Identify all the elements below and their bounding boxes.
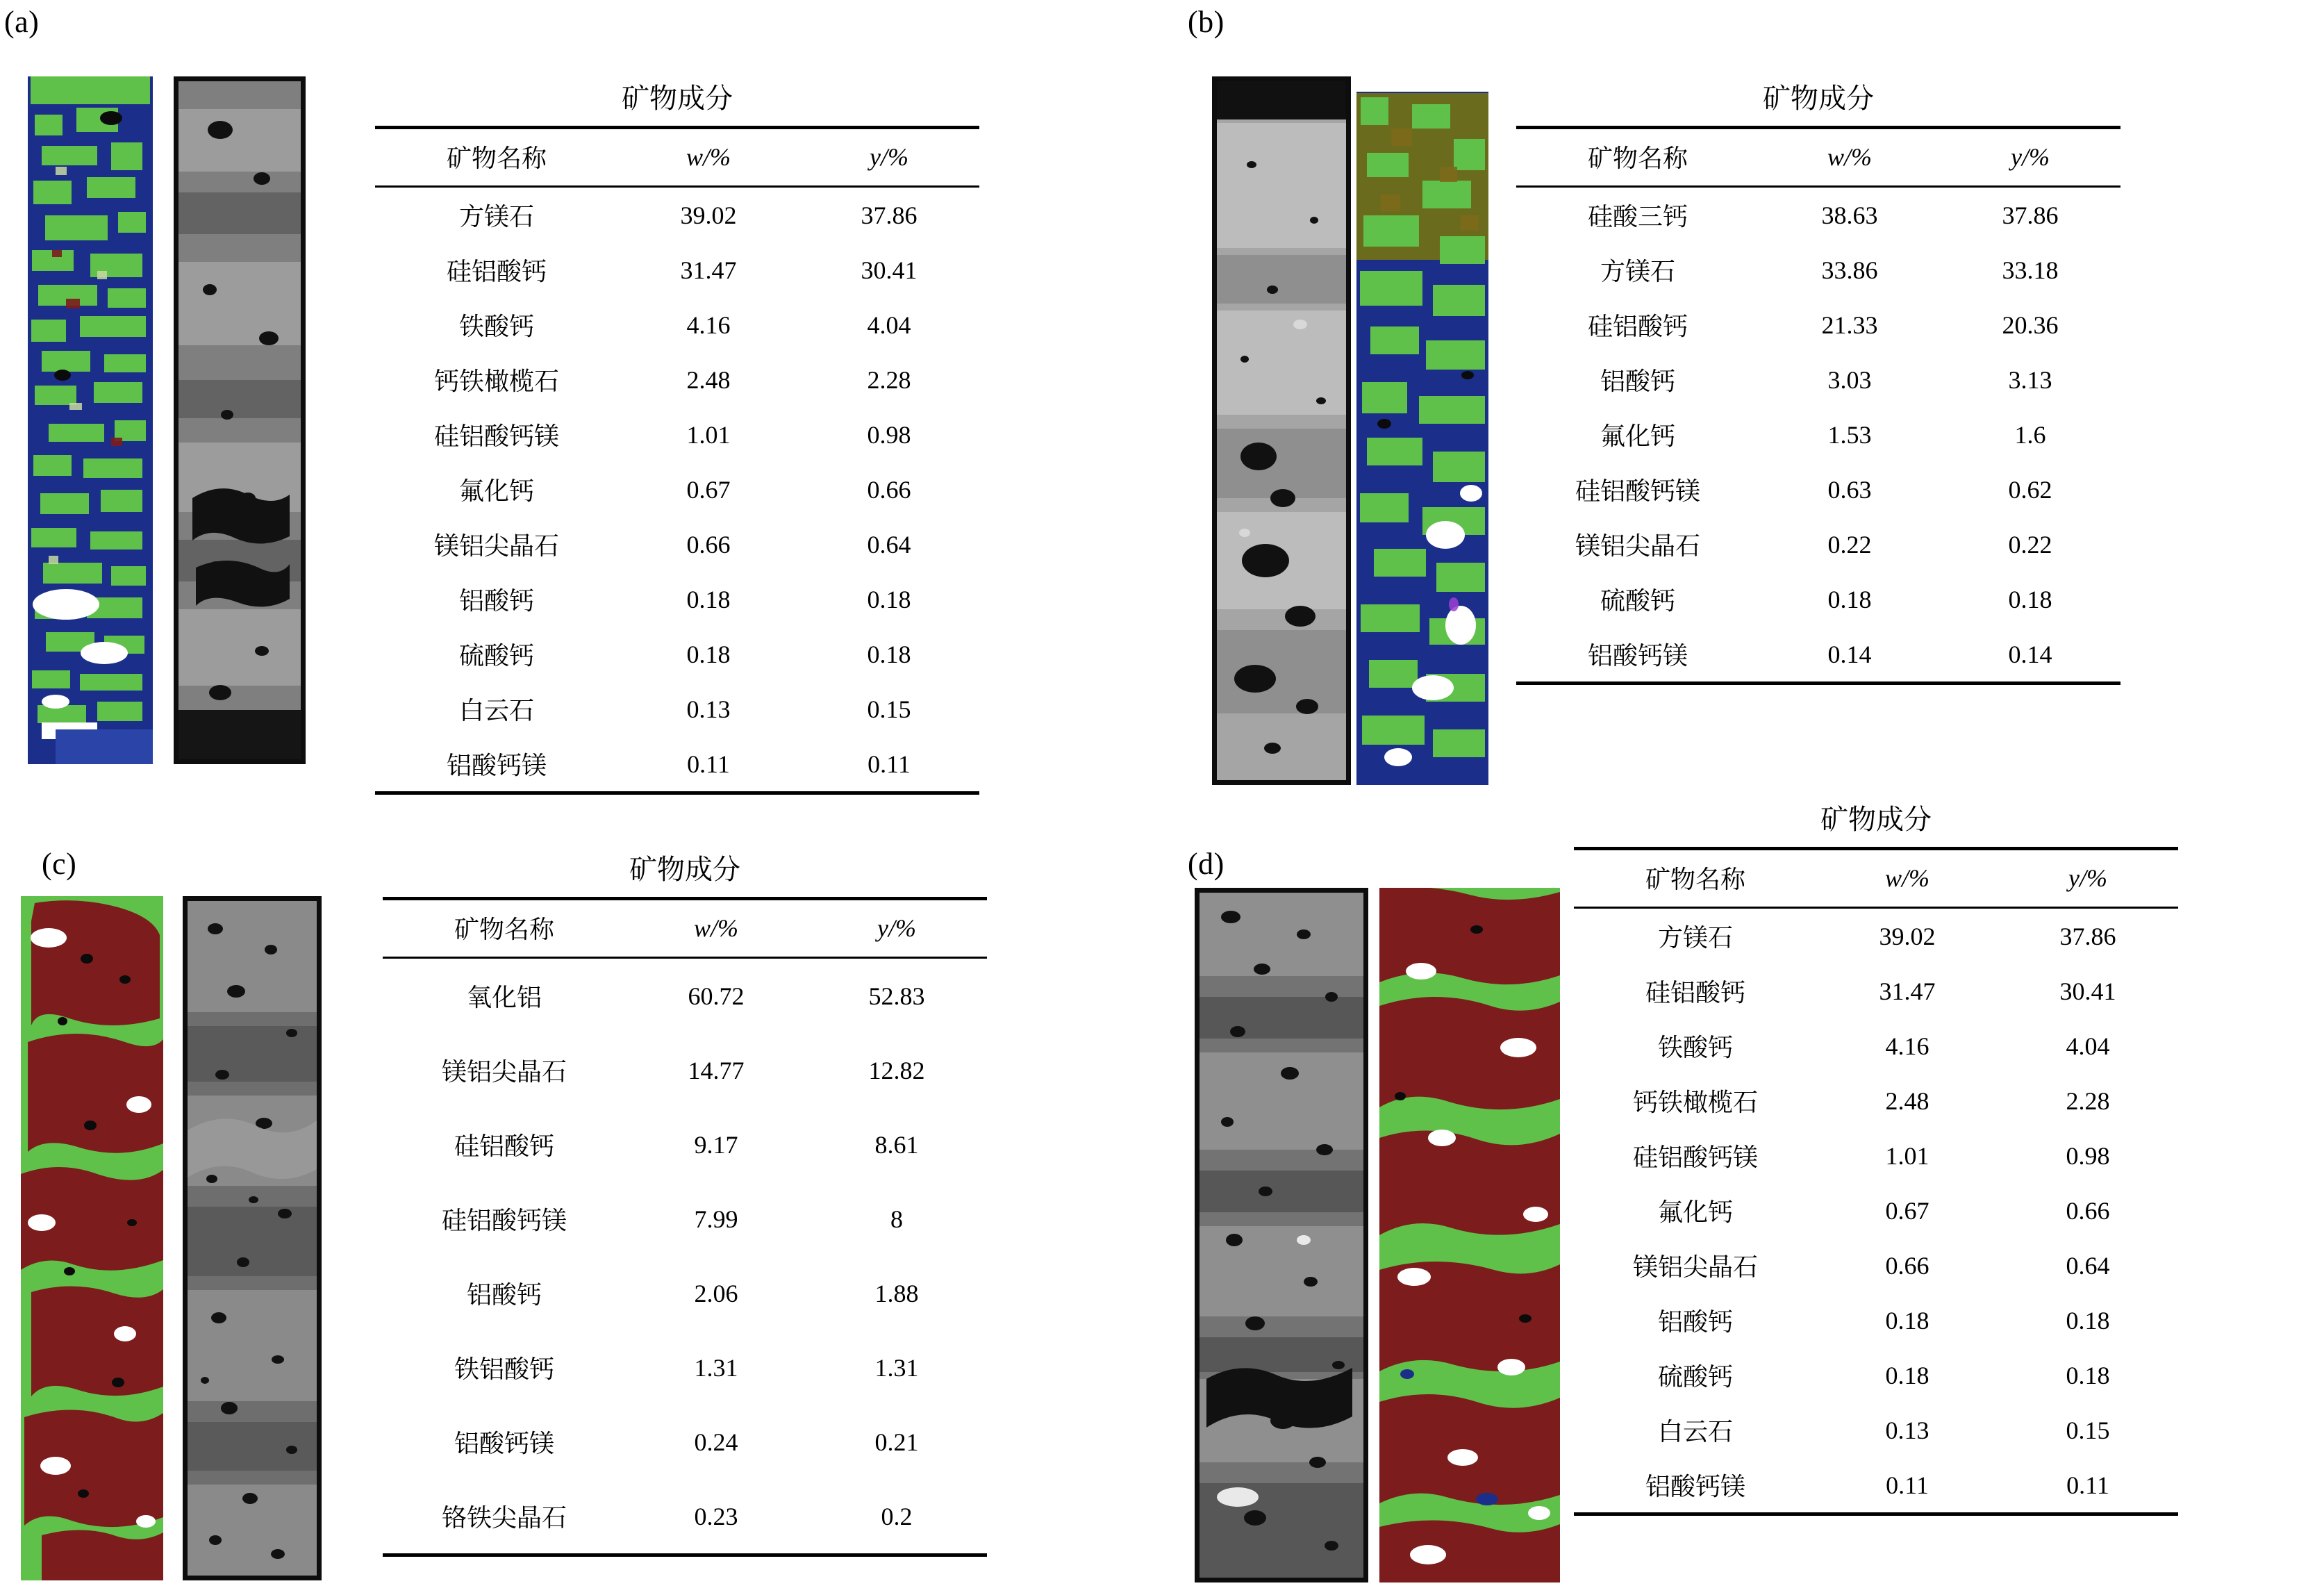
cell-y: 2.28 bbox=[867, 365, 911, 394]
cell-name: 铝酸钙镁 bbox=[454, 1430, 554, 1457]
panel-a-bse-image bbox=[174, 76, 306, 764]
cell-name: 钙铁橄榄石 bbox=[1632, 1089, 1758, 1116]
table-row bbox=[383, 1330, 987, 1405]
cell-y: 0.66 bbox=[867, 475, 911, 504]
col-header-y: y/% bbox=[806, 899, 987, 958]
cell-y: 0.64 bbox=[2066, 1251, 2110, 1280]
cell-name: 铁酸钙 bbox=[1657, 1034, 1733, 1061]
cell-y: 0.14 bbox=[1940, 627, 2120, 684]
table-row bbox=[1516, 572, 2120, 627]
col-header-name: 矿物名称 bbox=[383, 899, 626, 958]
cell-name: 硅铝酸钙 bbox=[1587, 313, 1688, 340]
cell-w: 0.63 bbox=[1827, 475, 1872, 504]
table-header-row bbox=[1574, 849, 2178, 908]
cell-w: 0.22 bbox=[1827, 530, 1872, 559]
cell-w: 60.72 bbox=[688, 982, 745, 1010]
cell-y: 12.82 bbox=[868, 1056, 925, 1084]
table-row bbox=[1516, 462, 2120, 517]
cell-name: 方镁石 bbox=[1600, 258, 1675, 286]
cell-y: 20.36 bbox=[2002, 311, 2059, 339]
panel-c-table bbox=[383, 897, 987, 1557]
cell-name: 铝酸钙 bbox=[466, 1281, 542, 1309]
cell-name: 铝酸钙 bbox=[1657, 1308, 1733, 1336]
panel-a-table bbox=[375, 126, 979, 795]
phase-map-svg-a bbox=[28, 76, 153, 764]
table-row bbox=[1574, 964, 2178, 1018]
cell-name: 硫酸钙 bbox=[1600, 587, 1675, 615]
table-row bbox=[375, 297, 979, 352]
cell-name: 钙铁橄榄石 bbox=[433, 367, 559, 395]
cell-y: 8.61 bbox=[874, 1130, 919, 1159]
cell-y: 30.41 bbox=[2059, 977, 2116, 1005]
table-row bbox=[1516, 407, 2120, 462]
panel-label-b: (b) bbox=[1188, 5, 1225, 39]
cell-w: 2.06 bbox=[694, 1279, 738, 1307]
cell-name: 铝酸钙 bbox=[458, 587, 534, 615]
cell-y: 0.18 bbox=[2066, 1306, 2110, 1334]
panel-a bbox=[28, 76, 979, 795]
cell-w: 0.18 bbox=[1885, 1361, 1929, 1389]
col-header-y: y/% bbox=[1998, 849, 2178, 908]
cell-w: 0.18 bbox=[1827, 585, 1872, 613]
table-row bbox=[375, 517, 979, 572]
table-row bbox=[375, 736, 979, 793]
table-row bbox=[1574, 1018, 2178, 1073]
cell-y: 1.31 bbox=[874, 1353, 919, 1382]
panel-d-table-wrap bbox=[1574, 804, 2178, 1516]
cell-w: 0.24 bbox=[694, 1428, 738, 1456]
cell-y: 0.98 bbox=[867, 420, 911, 449]
panel-c-phase-map bbox=[21, 896, 163, 1580]
panel-d-phase-map bbox=[1379, 888, 1560, 1582]
panel-b bbox=[1212, 76, 2120, 785]
cell-name: 铬铁尖晶石 bbox=[383, 1479, 626, 1555]
cell-name: 铝酸钙镁 bbox=[1516, 627, 1759, 684]
panel-b-table-wrap bbox=[1516, 76, 2120, 685]
table-header-row bbox=[375, 128, 979, 187]
cell-name: 铁铝酸钙 bbox=[454, 1355, 554, 1383]
cell-w: 0.11 bbox=[1817, 1457, 1998, 1514]
col-header-name: 矿物名称 bbox=[1574, 849, 1817, 908]
cell-y: 37.86 bbox=[2059, 922, 2116, 950]
col-header-name: 矿物名称 bbox=[375, 128, 618, 187]
cell-w: 0.13 bbox=[686, 695, 731, 723]
col-header-w: w/% bbox=[1759, 128, 1940, 187]
bse-svg-d bbox=[1200, 893, 1363, 1578]
cell-w: 39.02 bbox=[680, 201, 737, 229]
table-row bbox=[1516, 352, 2120, 407]
cell-w: 1.31 bbox=[694, 1353, 738, 1382]
table-row bbox=[375, 627, 979, 681]
col-header-name: 矿物名称 bbox=[1516, 128, 1759, 187]
table-row bbox=[1574, 1073, 2178, 1128]
cell-name: 氟化钙 bbox=[1657, 1198, 1733, 1226]
cell-y: 0.15 bbox=[867, 695, 911, 723]
panel-d-table bbox=[1574, 847, 2178, 1516]
table-row bbox=[375, 187, 979, 243]
panel-label-c: (c) bbox=[42, 847, 77, 881]
panel-d bbox=[1195, 804, 2178, 1582]
cell-w: 1.01 bbox=[1885, 1141, 1929, 1170]
cell-w: 14.77 bbox=[688, 1056, 745, 1084]
table-row bbox=[383, 1033, 987, 1107]
table-row bbox=[383, 958, 987, 1034]
table-row bbox=[1574, 1457, 2178, 1514]
cell-y: 0.11 bbox=[799, 736, 979, 793]
cell-w: 0.11 bbox=[618, 736, 799, 793]
panel-c-table-wrap bbox=[383, 854, 987, 1557]
cell-y: 4.04 bbox=[867, 311, 911, 339]
table-row bbox=[1574, 1293, 2178, 1348]
cell-name: 铝酸钙 bbox=[1600, 367, 1675, 395]
cell-name: 白云石 bbox=[458, 697, 534, 725]
table-row bbox=[375, 242, 979, 297]
cell-y: 0.2 bbox=[806, 1479, 987, 1555]
cell-w: 3.03 bbox=[1827, 365, 1872, 394]
cell-name: 硫酸钙 bbox=[458, 642, 534, 670]
cell-name: 镁铝尖晶石 bbox=[433, 532, 559, 560]
table-row bbox=[375, 681, 979, 736]
cell-y: 0.18 bbox=[2008, 585, 2052, 613]
cell-w: 0.66 bbox=[1885, 1251, 1929, 1280]
table-row bbox=[1574, 1238, 2178, 1293]
col-header-w: w/% bbox=[626, 899, 806, 958]
cell-name: 硅铝酸钙 bbox=[1645, 979, 1745, 1007]
panel-b-table-title: 矿物成分 bbox=[1763, 83, 1874, 114]
cell-y: 0.98 bbox=[2066, 1141, 2110, 1170]
cell-w: 7.99 bbox=[694, 1205, 738, 1233]
table-header-row bbox=[1516, 128, 2120, 187]
cell-w: 9.17 bbox=[694, 1130, 738, 1159]
panel-d-bse-image bbox=[1195, 888, 1368, 1582]
cell-y: 3.13 bbox=[2008, 365, 2052, 394]
cell-y: 0.18 bbox=[867, 640, 911, 668]
table-row bbox=[375, 572, 979, 627]
cell-w: 4.16 bbox=[1885, 1032, 1929, 1060]
cell-name: 铝酸钙镁 bbox=[375, 736, 618, 793]
table-row bbox=[375, 462, 979, 517]
bse-svg-a bbox=[179, 81, 301, 759]
cell-w: 31.47 bbox=[680, 256, 737, 284]
cell-w: 0.67 bbox=[686, 475, 731, 504]
panel-label-d: (d) bbox=[1188, 847, 1225, 881]
table-row bbox=[1574, 1348, 2178, 1403]
cell-y: 33.18 bbox=[2002, 256, 2059, 284]
cell-name: 白云石 bbox=[1657, 1418, 1733, 1446]
table-row bbox=[383, 1256, 987, 1330]
table-row bbox=[1516, 297, 2120, 352]
cell-w: 1.53 bbox=[1827, 420, 1872, 449]
cell-y: 37.86 bbox=[2002, 201, 2059, 229]
cell-name: 氟化钙 bbox=[1600, 422, 1675, 450]
cell-name: 硅铝酸钙镁 bbox=[441, 1207, 567, 1234]
cell-y: 1.6 bbox=[2014, 420, 2046, 449]
col-header-w: w/% bbox=[1817, 849, 1998, 908]
cell-w: 33.86 bbox=[1821, 256, 1878, 284]
cell-w: 0.66 bbox=[686, 530, 731, 559]
table-header-row bbox=[383, 899, 987, 958]
cell-name: 硅酸三钙 bbox=[1587, 203, 1688, 231]
cell-y: 37.86 bbox=[861, 201, 918, 229]
table-row bbox=[1516, 187, 2120, 243]
cell-y: 0.18 bbox=[867, 585, 911, 613]
cell-y: 0.22 bbox=[2008, 530, 2052, 559]
cell-name: 硅铝酸钙镁 bbox=[1575, 477, 1700, 505]
cell-w: 0.13 bbox=[1885, 1416, 1929, 1444]
cell-y: 0.18 bbox=[2066, 1361, 2110, 1389]
table-row bbox=[1574, 1183, 2178, 1238]
cell-name: 方镁石 bbox=[1657, 924, 1733, 952]
cell-y: 0.66 bbox=[2066, 1196, 2110, 1225]
cell-name: 镁铝尖晶石 bbox=[1575, 532, 1700, 560]
table-row bbox=[375, 352, 979, 407]
cell-w: 0.67 bbox=[1885, 1196, 1929, 1225]
bse-svg-b bbox=[1217, 81, 1346, 780]
cell-y: 52.83 bbox=[868, 982, 925, 1010]
cell-w: 0.23 bbox=[626, 1479, 806, 1555]
panel-b-table bbox=[1516, 126, 2120, 685]
cell-y: 0.11 bbox=[1998, 1457, 2178, 1514]
panel-label-a: (a) bbox=[4, 5, 40, 39]
panel-c-table-title: 矿物成分 bbox=[629, 854, 740, 885]
cell-w: 0.18 bbox=[1885, 1306, 1929, 1334]
cell-name: 镁铝尖晶石 bbox=[1632, 1253, 1758, 1281]
cell-name: 氧化铝 bbox=[466, 984, 542, 1011]
table-row bbox=[375, 407, 979, 462]
panel-a-table-wrap bbox=[375, 76, 979, 795]
cell-w: 2.48 bbox=[1885, 1086, 1929, 1115]
cell-name: 镁铝尖晶石 bbox=[441, 1058, 567, 1086]
cell-y: 8 bbox=[890, 1205, 903, 1233]
table-row bbox=[1574, 1403, 2178, 1457]
cell-y: 30.41 bbox=[861, 256, 918, 284]
col-header-w: w/% bbox=[618, 128, 799, 187]
cell-name: 硅铝酸钙镁 bbox=[1632, 1143, 1758, 1171]
cell-name: 硫酸钙 bbox=[1657, 1363, 1733, 1391]
cell-name: 氟化钙 bbox=[458, 477, 534, 505]
cell-y: 0.15 bbox=[2066, 1416, 2110, 1444]
cell-y: 2.28 bbox=[2066, 1086, 2110, 1115]
table-row bbox=[383, 1182, 987, 1256]
cell-name: 铁酸钙 bbox=[458, 313, 534, 340]
cell-w: 2.48 bbox=[686, 365, 731, 394]
col-header-y: y/% bbox=[1940, 128, 2120, 187]
col-header-y: y/% bbox=[799, 128, 979, 187]
cell-name: 铝酸钙镁 bbox=[1574, 1457, 1817, 1514]
table-row bbox=[383, 1107, 987, 1182]
phase-map-svg-d bbox=[1379, 888, 1560, 1582]
cell-y: 0.64 bbox=[867, 530, 911, 559]
panel-b-bse-image bbox=[1212, 76, 1351, 785]
table-row bbox=[1516, 242, 2120, 297]
phase-map-svg-c bbox=[21, 896, 163, 1580]
table-row bbox=[1574, 908, 2178, 964]
cell-name: 方镁石 bbox=[458, 203, 534, 231]
panel-b-phase-map bbox=[1356, 76, 1488, 785]
table-row bbox=[1574, 1128, 2178, 1183]
table-row bbox=[1516, 627, 2120, 684]
table-row bbox=[383, 1479, 987, 1555]
cell-w: 0.14 bbox=[1759, 627, 1940, 684]
cell-y: 1.88 bbox=[874, 1279, 919, 1307]
panel-c bbox=[21, 854, 987, 1580]
cell-name: 硅铝酸钙镁 bbox=[433, 422, 559, 450]
cell-name: 硅铝酸钙 bbox=[454, 1132, 554, 1160]
table-row bbox=[383, 1405, 987, 1479]
cell-y: 4.04 bbox=[2066, 1032, 2110, 1060]
cell-w: 4.16 bbox=[686, 311, 731, 339]
cell-y: 0.62 bbox=[2008, 475, 2052, 504]
cell-y: 0.21 bbox=[874, 1428, 919, 1456]
panel-c-bse-image bbox=[183, 896, 322, 1580]
cell-w: 39.02 bbox=[1879, 922, 1936, 950]
phase-map-svg-b bbox=[1356, 76, 1488, 785]
cell-w: 31.47 bbox=[1879, 977, 1936, 1005]
cell-w: 1.01 bbox=[686, 420, 731, 449]
cell-w: 0.18 bbox=[686, 640, 731, 668]
bse-svg-c bbox=[188, 901, 317, 1576]
cell-w: 21.33 bbox=[1821, 311, 1878, 339]
cell-w: 0.18 bbox=[686, 585, 731, 613]
cell-name: 硅铝酸钙 bbox=[446, 258, 547, 286]
cell-w: 38.63 bbox=[1821, 201, 1878, 229]
panel-a-phase-map bbox=[28, 76, 153, 764]
panel-d-table-title: 矿物成分 bbox=[1820, 804, 1932, 835]
panel-a-table-title: 矿物成分 bbox=[622, 83, 733, 114]
table-row bbox=[1516, 517, 2120, 572]
